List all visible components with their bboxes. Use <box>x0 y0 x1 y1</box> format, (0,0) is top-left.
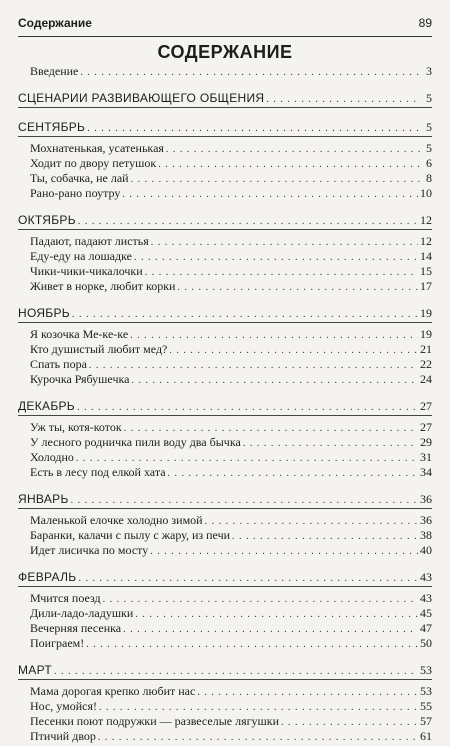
leader-dots <box>243 436 418 451</box>
toc-entry-page: 12 <box>420 234 432 248</box>
leader-dots <box>71 492 418 510</box>
toc-entry-label: Падают, падают листья <box>30 234 149 248</box>
leader-dots <box>197 685 418 700</box>
toc-entry <box>18 729 432 744</box>
toc-entry-label: Рано-рано поутру <box>30 186 121 200</box>
toc-section <box>18 568 432 651</box>
toc-entry-label: У лесного родничка пили воду два бычка <box>30 435 241 449</box>
toc-entry-label: Нос, умойся! <box>30 699 97 713</box>
toc-entry-label: Холодно <box>30 450 74 464</box>
toc-entry-page: 45 <box>420 606 432 620</box>
toc-entry-label: Ты, собачка, не лай <box>30 171 129 185</box>
toc-entry-label: Поиграем! <box>30 636 85 650</box>
toc-entry <box>18 372 432 387</box>
toc-entry-page: 21 <box>420 342 432 356</box>
toc-entry <box>18 684 432 699</box>
toc-entry-label: Маленькой елочке холодно зимой <box>30 513 203 527</box>
toc-entry-page: 19 <box>420 327 432 341</box>
toc-section-title: ОКТЯБРЬ <box>18 213 76 227</box>
toc-entry-page: 10 <box>420 186 432 200</box>
toc-entry-label: Ходит по двору петушок <box>30 156 157 170</box>
toc-entry <box>18 141 432 156</box>
leader-dots <box>151 235 418 250</box>
leader-dots <box>86 637 418 652</box>
toc-entry <box>18 699 432 714</box>
toc-entry-page: 22 <box>420 357 432 371</box>
toc-entry <box>18 714 432 729</box>
toc-entry <box>18 342 432 357</box>
toc-entry-page: 55 <box>420 699 432 713</box>
toc-entry-page: 24 <box>420 372 432 386</box>
toc-entry-label: Чики-чики-чикалочки <box>30 264 143 278</box>
toc-section-heading <box>18 568 432 587</box>
leader-dots <box>266 91 420 109</box>
toc-entry-label: Идет лисичка по мосту <box>30 543 149 557</box>
toc-entry-label: Мохнатенькая, усатенькая <box>30 141 164 155</box>
toc-entry <box>18 357 432 372</box>
leader-dots <box>78 570 418 588</box>
leader-dots <box>103 592 418 607</box>
toc-section <box>18 304 432 387</box>
toc-entry-page: 38 <box>420 528 432 542</box>
toc-entry <box>18 465 432 480</box>
toc-entry-page: 31 <box>420 450 432 464</box>
leader-dots <box>122 187 418 202</box>
toc-section-heading <box>18 304 432 323</box>
toc-entry <box>18 528 432 543</box>
page-title: СОДЕРЖАНИЕ <box>157 42 293 62</box>
toc-entry-label: Вечерняя песенка <box>30 621 122 635</box>
toc-entry-page: 40 <box>420 543 432 557</box>
toc-section <box>18 397 432 480</box>
toc-entry-label: Есть в лесу под елкой хата <box>30 465 166 479</box>
toc-sections <box>18 89 432 744</box>
toc-section <box>18 211 432 294</box>
toc-section-heading <box>18 397 432 416</box>
toc-entry-label: Дили-ладо-ладушки <box>30 606 134 620</box>
toc-section <box>18 89 432 108</box>
toc-entry <box>18 606 432 621</box>
toc-section-title: СЕНТЯБРЬ <box>18 120 86 134</box>
toc-section-title: ДЕКАБРЬ <box>18 399 75 413</box>
leader-dots <box>130 328 418 343</box>
leader-dots <box>177 280 418 295</box>
toc-entry-page: 15 <box>420 264 432 278</box>
leader-dots <box>145 265 418 280</box>
toc-entry <box>18 450 432 465</box>
toc-section-page: 27 <box>420 399 432 413</box>
leader-dots <box>76 451 418 466</box>
toc-entry-label: Кто душистый любит мед? <box>30 342 168 356</box>
running-header-title: Содержание <box>18 16 92 30</box>
toc-section-title: МАРТ <box>18 663 52 677</box>
leader-dots <box>166 142 420 157</box>
toc-entry-label: Еду-еду на лошадке <box>30 249 132 263</box>
toc-section-page: 5 <box>426 91 432 105</box>
toc-section-page: 43 <box>420 570 432 584</box>
toc-entry-label: Мчится поезд <box>30 591 101 605</box>
leader-dots <box>150 544 418 559</box>
leader-dots <box>131 172 420 187</box>
leader-dots <box>124 421 418 436</box>
toc-entry <box>18 171 432 186</box>
toc-entry <box>18 420 432 435</box>
toc-entry <box>18 279 432 294</box>
toc-section <box>18 661 432 744</box>
leader-dots <box>72 306 418 324</box>
toc-section-title: ЯНВАРЬ <box>18 492 69 506</box>
toc-section-heading <box>18 490 432 509</box>
toc-entry-label: Курочка Рябушечка <box>30 372 130 386</box>
toc-entry-page: 50 <box>420 636 432 650</box>
toc-entry <box>18 591 432 606</box>
toc-entry-label: Спать пора <box>30 357 87 371</box>
leader-dots <box>87 120 420 138</box>
leader-dots <box>80 65 420 80</box>
toc-section-title: СЦЕНАРИИ РАЗВИВАЮЩЕГО ОБЩЕНИЯ <box>18 91 265 105</box>
toc-entry <box>18 327 432 342</box>
toc-entry <box>18 264 432 279</box>
toc-entry-label: Уж ты, котя-коток <box>30 420 122 434</box>
toc-entry-page: 14 <box>420 249 432 263</box>
toc-entry-page: 34 <box>420 465 432 479</box>
leader-dots <box>232 529 418 544</box>
toc-entry <box>18 621 432 636</box>
page-number: 89 <box>418 16 432 30</box>
toc-section-title: НОЯБРЬ <box>18 306 70 320</box>
toc-entry-page: 53 <box>420 684 432 698</box>
toc-section-page: 5 <box>426 120 432 134</box>
leader-dots <box>281 715 418 730</box>
toc-section-heading <box>18 118 432 137</box>
leader-dots <box>99 700 418 715</box>
toc-entry-page: 47 <box>420 621 432 635</box>
toc-entry <box>18 186 432 201</box>
toc-section-title: ФЕВРАЛЬ <box>18 570 77 584</box>
leader-dots <box>123 622 418 637</box>
toc-section-heading <box>18 89 432 108</box>
toc-entry-label: Живет в норке, любит корки <box>30 279 176 293</box>
leader-dots <box>158 157 420 172</box>
toc-section-page: 36 <box>420 492 432 506</box>
leader-dots <box>205 514 418 529</box>
table-of-contents <box>18 64 432 746</box>
leader-dots <box>131 373 418 388</box>
toc-entry-page: 43 <box>420 591 432 605</box>
toc-entry <box>18 543 432 558</box>
toc-section <box>18 490 432 558</box>
toc-entry-label: Птичий двор <box>30 729 96 743</box>
toc-entry-page: 36 <box>420 513 432 527</box>
leader-dots <box>134 250 418 265</box>
toc-entry-page: 5 <box>426 141 432 155</box>
toc-section-page: 19 <box>420 306 432 320</box>
toc-section <box>18 118 432 201</box>
leader-dots <box>54 663 418 681</box>
toc-entry <box>18 636 432 651</box>
leader-dots <box>78 213 418 231</box>
leader-dots <box>169 343 418 358</box>
toc-entry-page: 8 <box>426 171 432 185</box>
toc-section-page: 53 <box>420 663 432 677</box>
toc-entry-page: 6 <box>426 156 432 170</box>
toc-entry-label: Мама дорогая крепко любит нас <box>30 684 196 698</box>
toc-section-heading <box>18 211 432 230</box>
toc-entry-page: 27 <box>420 420 432 434</box>
toc-entry <box>18 234 432 249</box>
toc-entry-page: 57 <box>420 714 432 728</box>
toc-entry-label: Баранки, калачи с пылу с жару, из печи <box>30 528 231 542</box>
leader-dots <box>89 358 418 373</box>
leader-dots <box>168 466 418 481</box>
leader-dots <box>98 730 418 745</box>
toc-entry <box>18 249 432 264</box>
toc-entry-label: Песенки поют подружки — развеселые лягушки <box>30 714 280 728</box>
leader-dots <box>77 399 418 417</box>
toc-entry-label: Я козочка Ме-ке-ке <box>30 327 129 341</box>
toc-entry-page: 3 <box>426 64 432 78</box>
running-header <box>18 14 432 37</box>
toc-entry-page: 61 <box>420 729 432 743</box>
toc-entry <box>18 156 432 171</box>
toc-entry <box>18 435 432 450</box>
toc-entry <box>18 513 432 528</box>
leader-dots <box>135 607 418 622</box>
toc-entry-intro <box>18 64 432 79</box>
toc-section-page: 12 <box>420 213 432 227</box>
toc-entry-page: 29 <box>420 435 432 449</box>
toc-section-heading <box>18 661 432 680</box>
toc-entry-label: Введение <box>30 64 79 78</box>
toc-entry-page: 17 <box>420 279 432 293</box>
